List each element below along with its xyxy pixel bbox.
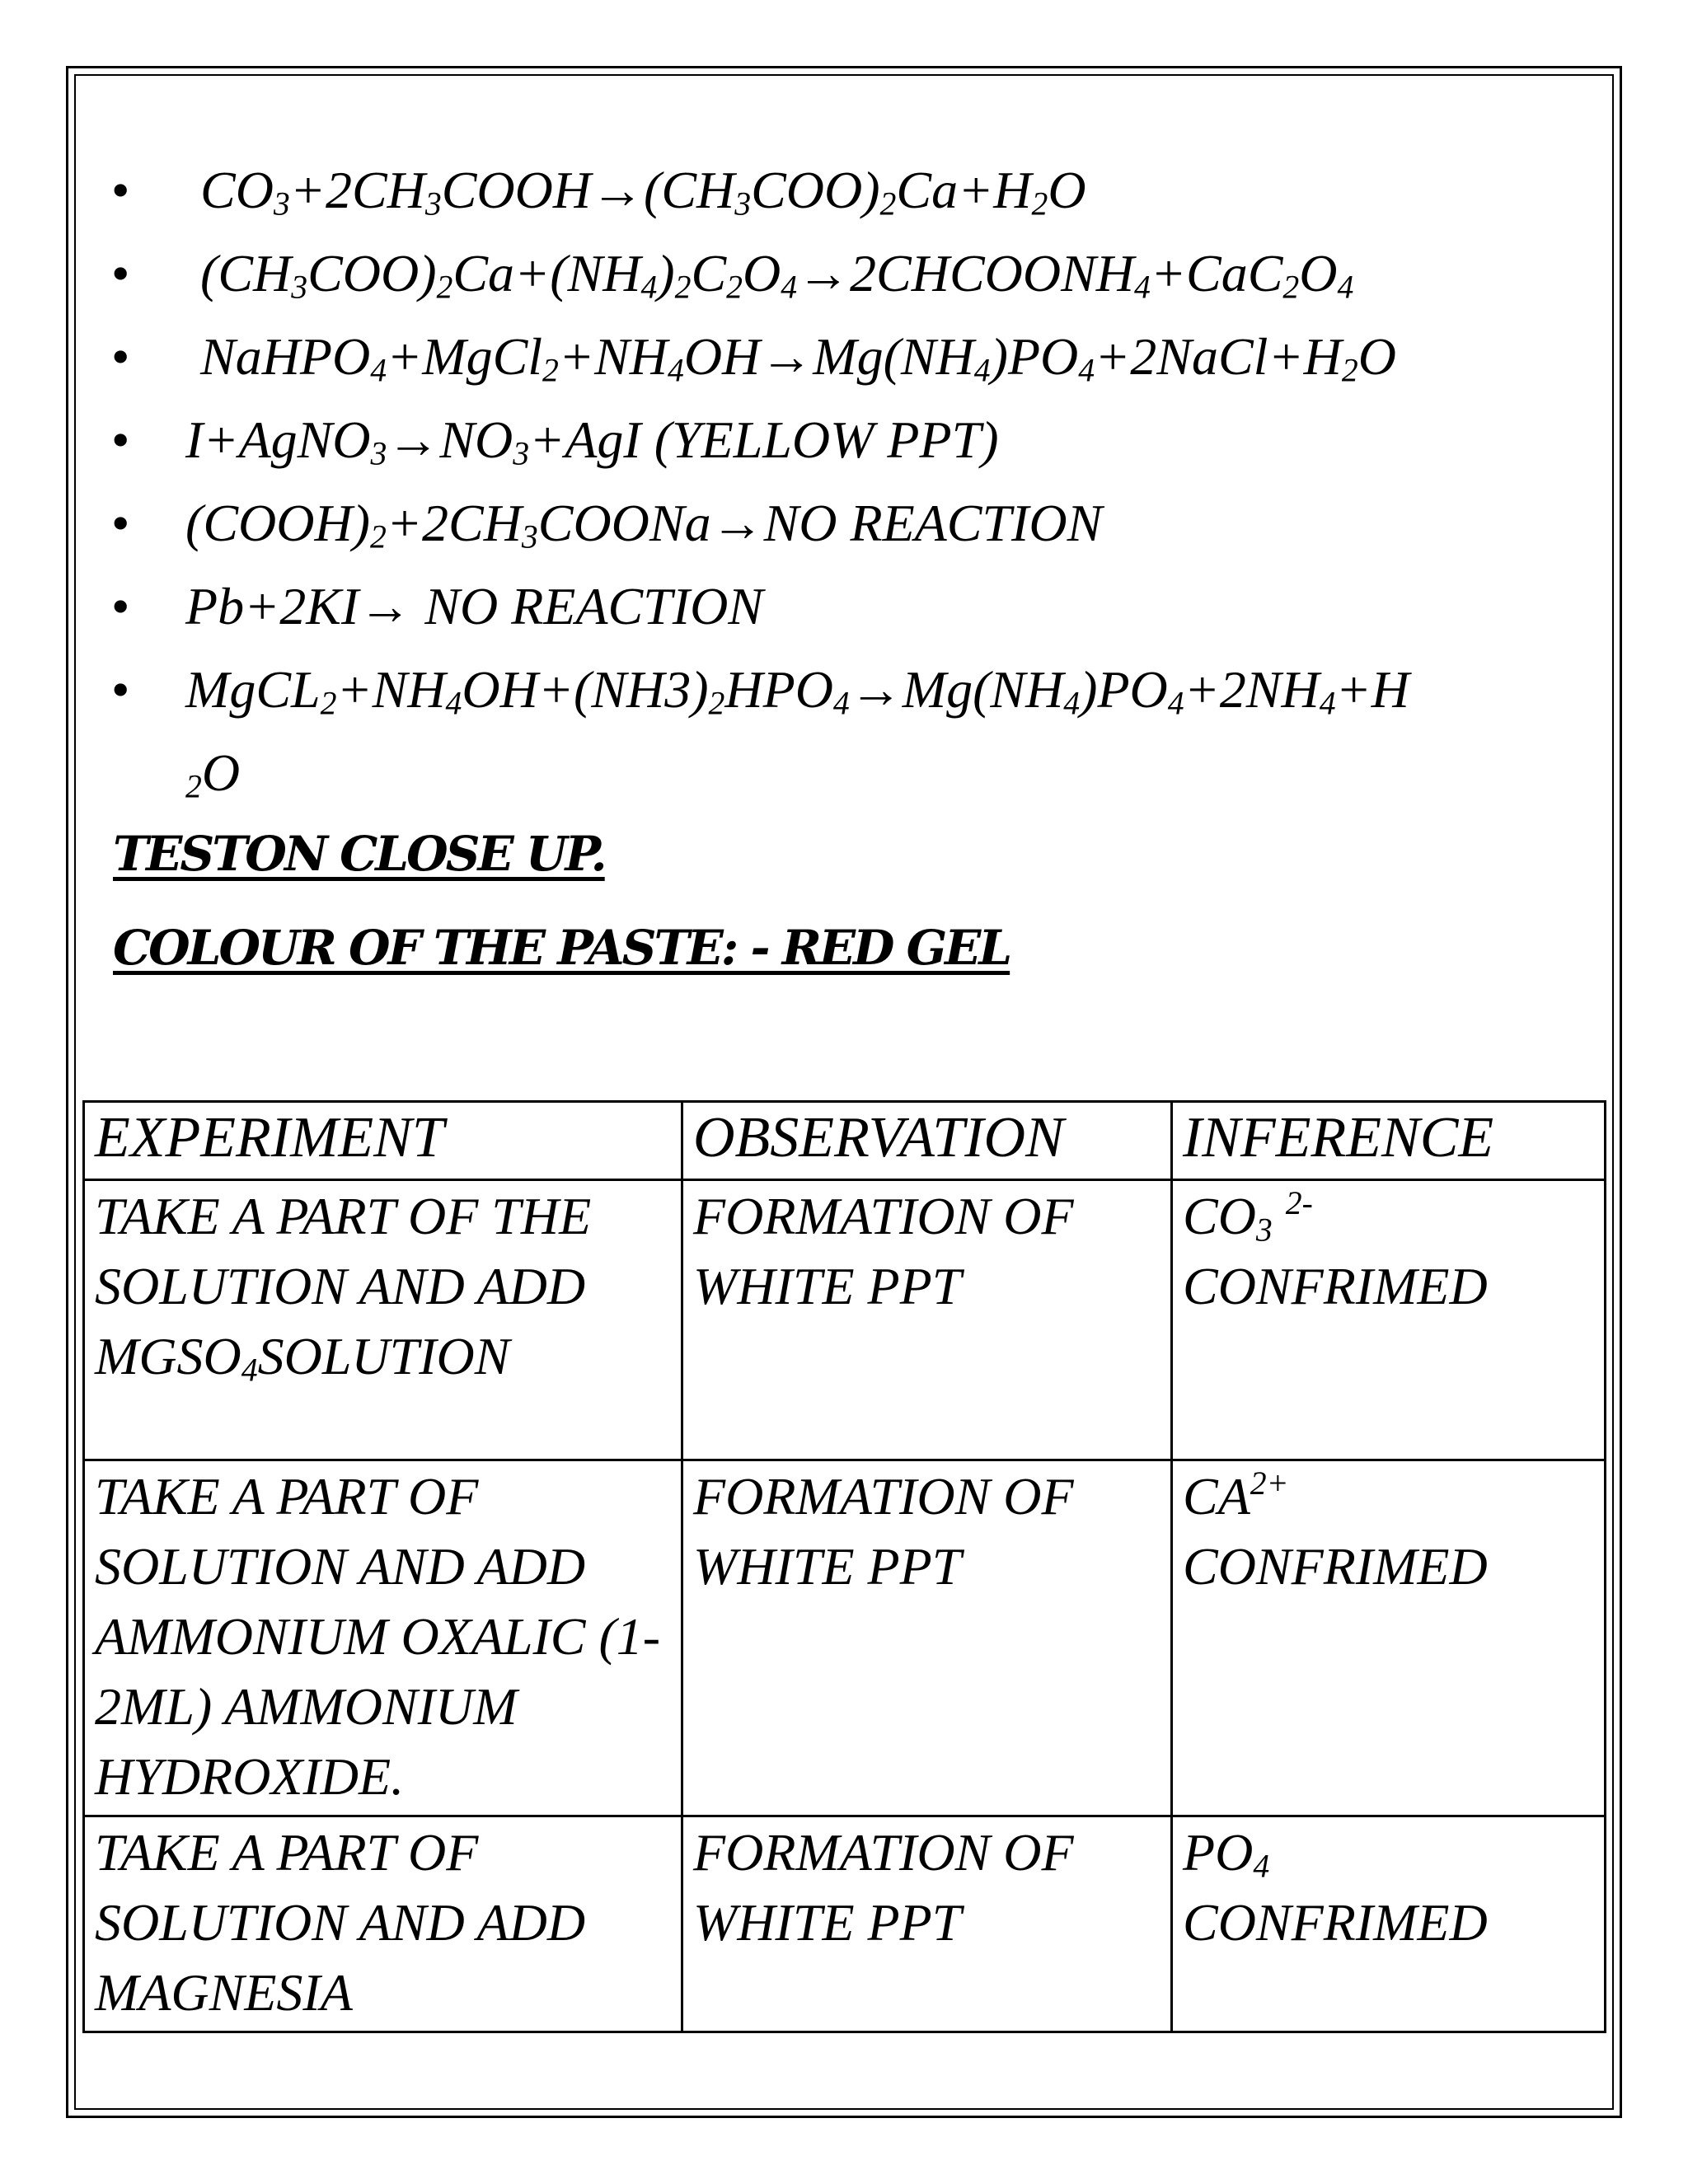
bullet-icon: • <box>111 410 130 469</box>
equation-text: $NaHPO_4+MgCl_2+NH_4OH\to Mg(NH_4)PO_4+2NaCl+H_2O$ <box>200 327 1396 389</box>
bullet-icon: • <box>111 244 130 302</box>
equation-list <box>111 148 1595 814</box>
cell-inference: $CO_3$ $^{2-}$ CONFRIMED <box>1172 1180 1606 1460</box>
equation-item <box>111 648 1595 814</box>
equation-text: $MgCL_2+NH_4OH+(NH3)_2HPO_4\to Mg(NH_4)PO_4+2NH_4+H$ $_2$O <box>185 660 1409 805</box>
equation-item <box>111 481 1595 565</box>
header-observation: OBSERVATION <box>682 1102 1172 1180</box>
table-row <box>84 1816 1606 2032</box>
table-row <box>84 1180 1606 1460</box>
bullet-icon: • <box>111 660 130 719</box>
equation-item <box>111 565 1595 648</box>
table-row <box>84 1460 1606 1816</box>
document-content <box>111 148 1595 976</box>
equation-text: $I+AgNO_3\to NO_3+AgI$ (YELLOW PPT) <box>185 410 999 472</box>
cell-inference: $CA^{2+}$ CONFRIMED <box>1172 1460 1606 1816</box>
cell-experiment: TAKE A PART OF SOLUTION AND ADD AMMONIUM OXALIC (1-2ML) AMMONIUM HYDROXIDE. <box>84 1460 682 1816</box>
header-inference: INFERENCE <box>1172 1102 1606 1180</box>
test-heading: TESTON CLOSE UP. <box>113 826 605 882</box>
equation-text: $(CH_3COO)_2Ca+(NH_4)_2C_2O_4\to 2CHCOONH_4+CaC_2O_4$ <box>200 244 1354 306</box>
equation-text: $CO_3+2CH_3COOH\to(CH_3COO)_2Ca+H_2O$ <box>200 161 1086 223</box>
equation-item <box>111 398 1595 481</box>
cell-observation: FORMATION OF WHITE PPT <box>682 1180 1172 1460</box>
cell-observation: FORMATION OF WHITE PPT <box>682 1816 1172 2032</box>
results-table <box>82 1100 1606 2033</box>
equation-item <box>111 232 1595 315</box>
equation-item <box>111 315 1595 398</box>
cell-experiment: TAKE A PART OF THE SOLUTION AND ADD $MGSO_4SOLUTION$ <box>84 1180 682 1460</box>
paste-colour-heading: COLOUR OF THE PASTE: - RED GEL <box>113 920 1010 976</box>
bullet-icon: • <box>111 161 130 219</box>
bullet-icon: • <box>111 327 130 386</box>
equation-text: Pb+2KI→ NO REACTION <box>185 577 763 635</box>
cell-inference: $PO_4$ CONFRIMED <box>1172 1816 1606 2032</box>
equation-item <box>111 148 1595 232</box>
table-header-row <box>84 1102 1606 1180</box>
equation-text: $(COOH)_2+2CH_3COONa\to NO$ REACTION <box>185 494 1103 555</box>
cell-observation: FORMATION OF WHITE PPT <box>682 1460 1172 1816</box>
bullet-icon: • <box>111 494 130 552</box>
header-experiment: EXPERIMENT <box>84 1102 682 1180</box>
bullet-icon: • <box>111 577 130 635</box>
cell-experiment: TAKE A PART OF SOLUTION AND ADD MAGNESIA <box>84 1816 682 2032</box>
